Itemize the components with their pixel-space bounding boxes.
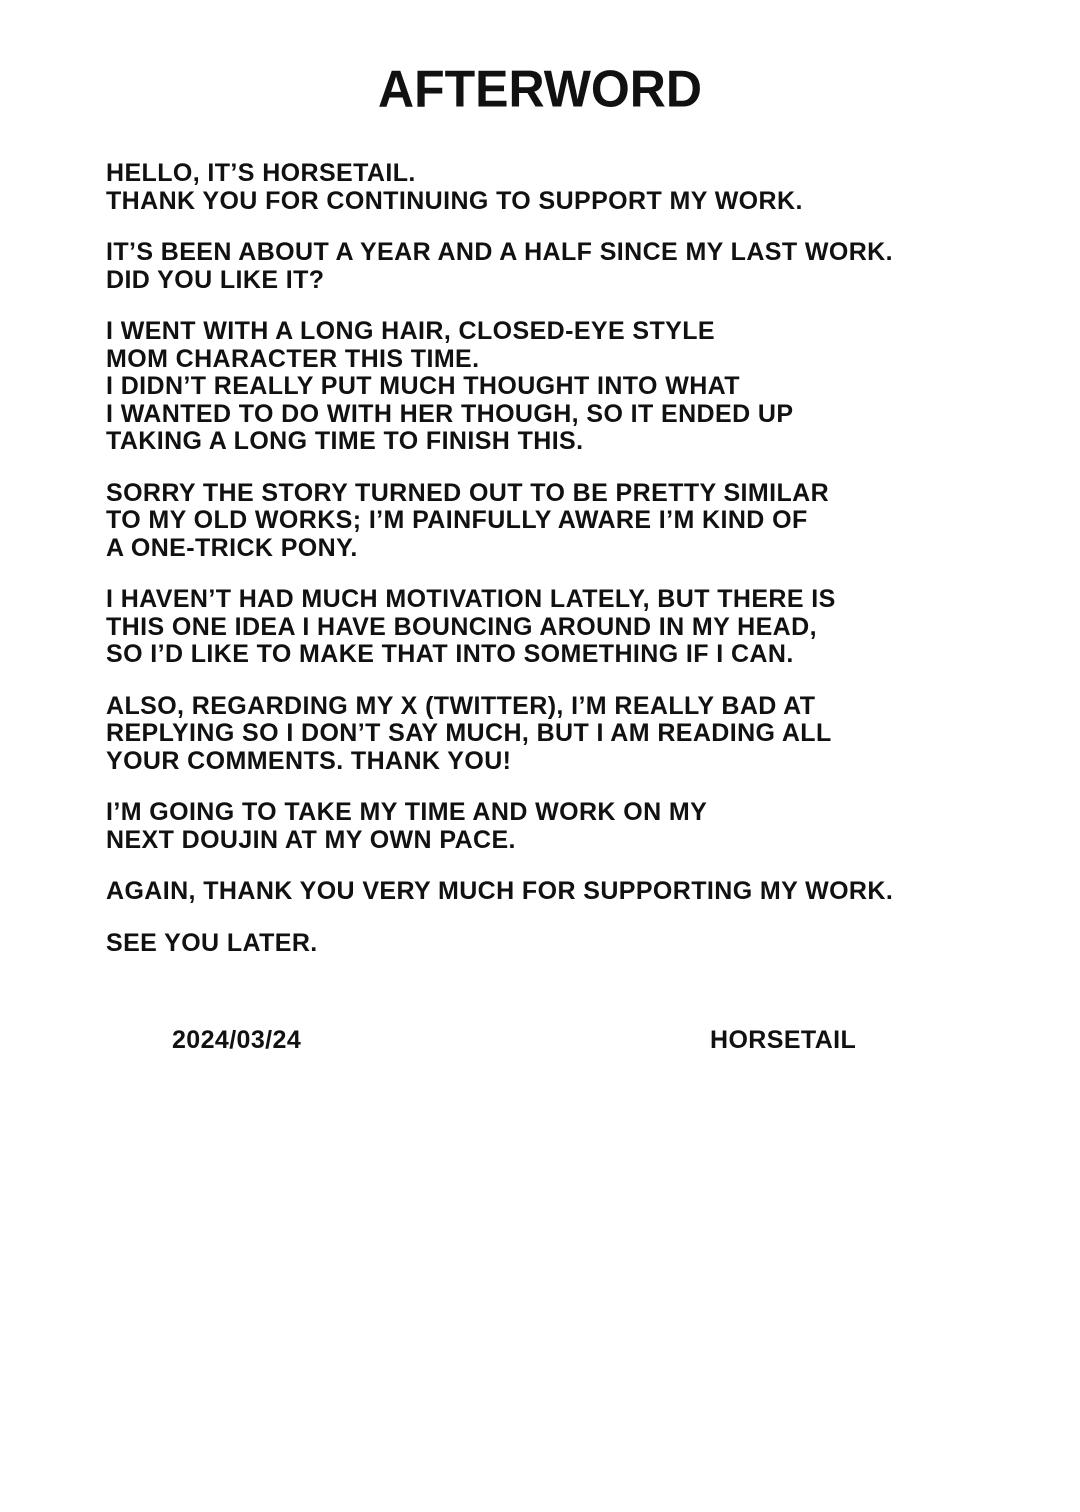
text-line: IT’S BEEN ABOUT A YEAR AND A HALF SINCE MY LAST WORK.	[106, 238, 893, 266]
text-line: I WANTED TO DO WITH HER THOUGH, SO IT ENDED UP	[106, 399, 794, 428]
text-line: I WENT WITH A LONG HAIR, CLOSED-EYE STYLE	[106, 317, 715, 345]
text-line: THIS ONE IDEA I HAVE BOUNCING AROUND IN MY HEAD,	[106, 612, 817, 641]
paragraph-greeting	[106, 160, 1000, 215]
text-line: SEE YOU LATER.	[106, 928, 318, 957]
text-line: YOUR COMMENTS. THANK YOU!	[106, 746, 512, 775]
paragraph-last-work	[106, 239, 1000, 294]
text-line: DID YOU LIKE IT?	[106, 265, 325, 294]
text-line: NEXT DOUJIN AT MY OWN PACE.	[106, 825, 516, 854]
text-line: AGAIN, THANK YOU VERY MUCH FOR SUPPORTING MY WORK.	[106, 877, 894, 905]
paragraph-twitter	[106, 693, 1000, 776]
text-line: I HAVEN’T HAD MUCH MOTIVATION LATELY, BUT THERE IS	[106, 585, 836, 613]
text-line: I’M GOING TO TAKE MY TIME AND WORK ON MY	[106, 798, 708, 826]
paragraph-character	[106, 318, 1000, 456]
text-line: SO I’D LIKE TO MAKE THAT INTO SOMETHING IF I CAN.	[106, 640, 794, 668]
paragraph-motivation	[106, 586, 1000, 669]
text-line: MOM CHARACTER THIS TIME.	[106, 344, 480, 373]
text-line: ALSO, REGARDING MY X (TWITTER), I’M REALLY BAD AT	[106, 691, 816, 720]
footer	[0, 1026, 1080, 1058]
text-line: A ONE-TRICK PONY.	[106, 533, 358, 562]
author-signature: HORSETAIL	[710, 1026, 857, 1054]
text-line: THANK YOU FOR CONTINUING TO SUPPORT MY WORK.	[106, 186, 803, 215]
afterword-body	[106, 160, 1000, 957]
text-line: SORRY THE STORY TURNED OUT TO BE PRETTY SIMILAR	[106, 478, 830, 507]
text-line: I DIDN’T REALLY PUT MUCH THOUGHT INTO WHAT	[106, 372, 740, 400]
paragraph-thanks	[106, 878, 1000, 906]
paragraph-goodbye	[106, 930, 1000, 958]
text-line: TAKING A LONG TIME TO FINISH THIS.	[106, 427, 584, 455]
text-line: HELLO, IT’S HORSETAIL.	[106, 159, 416, 187]
text-line: REPLYING SO I DON’T SAY MUCH, BUT I AM READING ALL	[106, 719, 832, 747]
date: 2024/03/24	[172, 1026, 302, 1054]
page-title: AFTERWORD	[377, 59, 703, 119]
paragraph-next-doujin	[106, 799, 1000, 854]
paragraph-apology	[106, 480, 1000, 563]
text-line: TO MY OLD WORKS; I’M PAINFULLY AWARE I’M KIND OF	[106, 506, 808, 534]
